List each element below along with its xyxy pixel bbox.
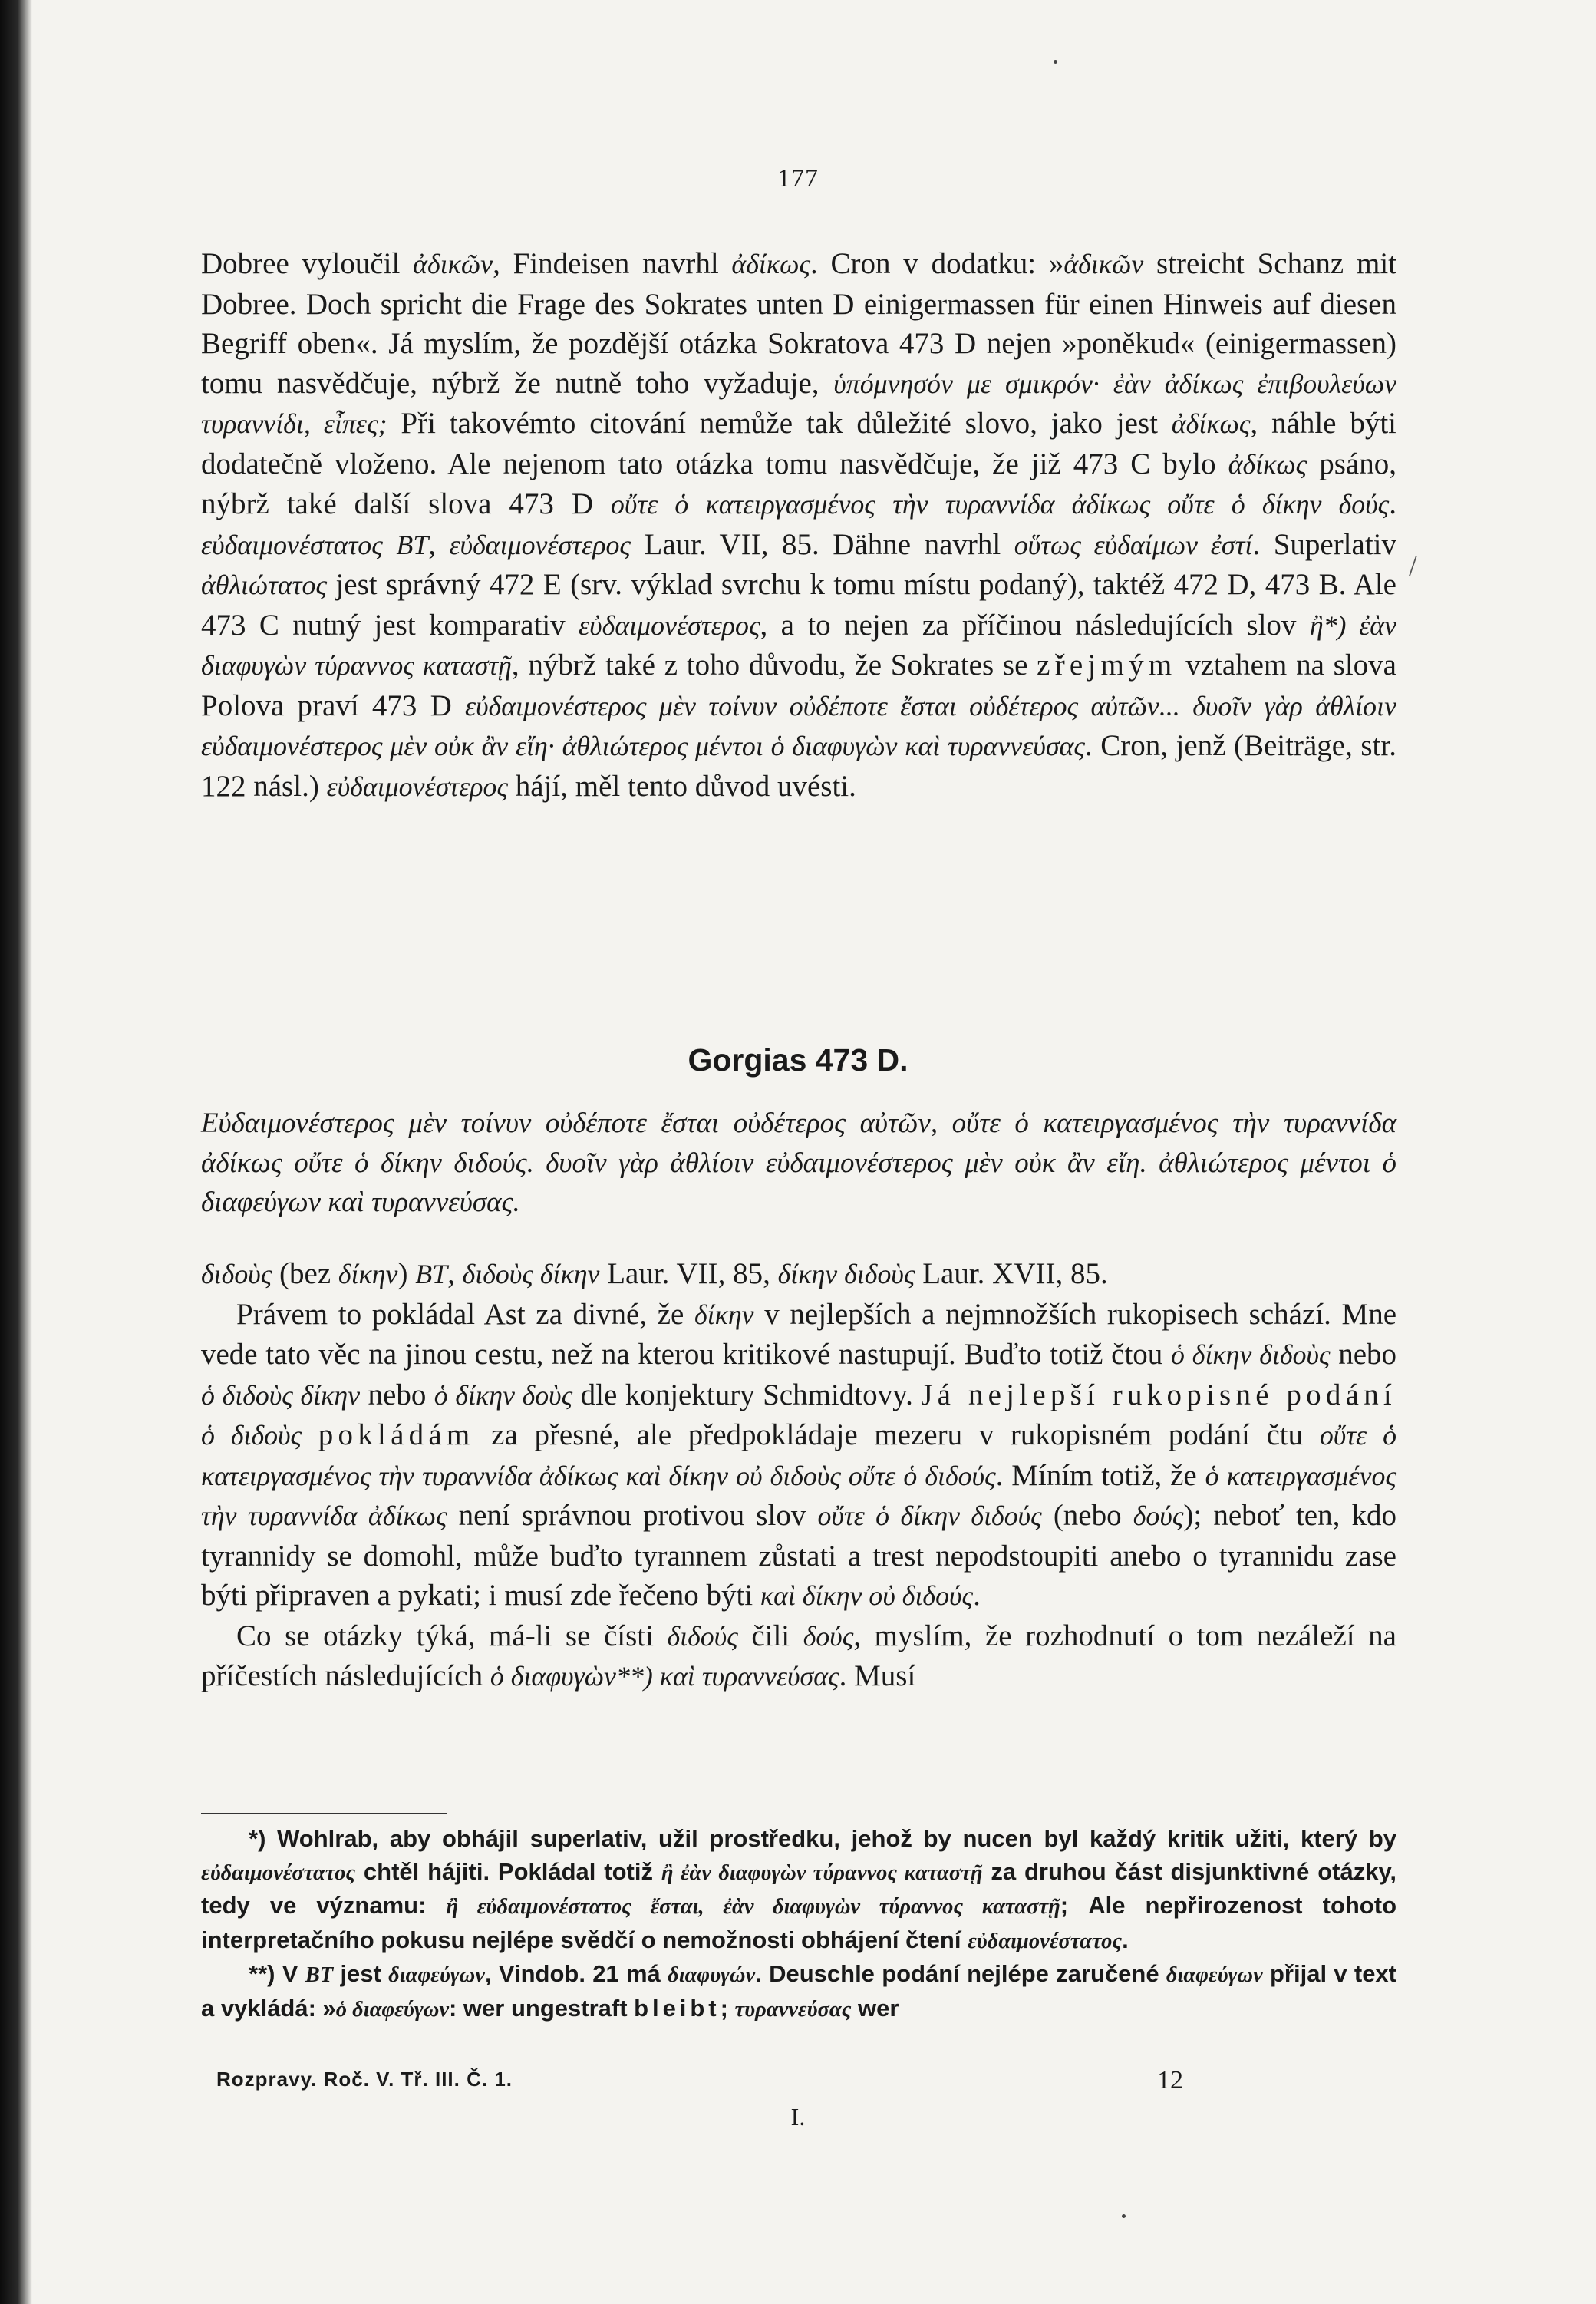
greek-run: δίκην xyxy=(694,1299,754,1330)
text-run: není správnou protivou slov xyxy=(447,1499,818,1532)
greek-run: εὐδαιμονέστατος xyxy=(201,1860,356,1885)
text-run: Laur. VII, 85. Dähne navrhl xyxy=(630,527,1014,561)
paragraph-4-body xyxy=(201,1295,1396,1616)
paper-speck xyxy=(1054,60,1057,64)
greek-run: BT xyxy=(305,1963,334,1987)
text-run: dle konjektury Schmidtovy. xyxy=(572,1378,922,1411)
signature-roman: I. xyxy=(790,2103,806,2131)
text-run: **) V xyxy=(249,1960,305,1987)
paragraph-group xyxy=(201,1254,1396,1697)
text-run: Laur. XVII, 85. xyxy=(915,1257,1108,1290)
text-run: (nebo xyxy=(1041,1499,1133,1532)
text-run: , nýbrž také z toho důvodu, že Sokrates se xyxy=(511,649,1037,682)
text-run: , a to nejen za příčinou následujících slov xyxy=(760,608,1310,642)
text-run: ; Ale nepřirozenost tohoto interpretačního pokusu nejlépe svědčí o nemožnosti obhájení čtení xyxy=(201,1892,1397,1953)
greek-run: διαφεύγων xyxy=(1166,1963,1263,1987)
footnote-rule xyxy=(201,1813,447,1814)
greek-run: ἢ*) ἐὰν διαφυγὼν τύραννος καταστῇ xyxy=(201,609,1396,681)
greek-run: εὐδαιμονέστερος xyxy=(449,529,631,560)
text-run: wer xyxy=(851,1994,899,2022)
text-run: jest xyxy=(333,1960,389,1987)
greek-run: ἀδίκως xyxy=(1171,408,1251,439)
text-run: , xyxy=(428,527,450,561)
paper-speck xyxy=(1122,2214,1126,2218)
greek-run: οὕτως εὐδαίμων ἐστί xyxy=(1014,529,1253,560)
text-run: psáno, nýbrž také další slova 473 D xyxy=(201,447,1396,520)
greek-run: ἢ εὐδαιμονέστατος ἔσται, ἐὰν διαφυγὼν τύραννος καταστῇ xyxy=(446,1895,1060,1919)
greek-run: διδοὺς δίκην xyxy=(462,1259,600,1289)
footnotes xyxy=(201,1823,1396,2026)
page-edge-shadow xyxy=(0,0,32,2304)
spaced-emphasis: zřejmým xyxy=(1037,649,1177,682)
greek-run: δούς xyxy=(1133,1500,1184,1531)
text-run: Právem to pokládal Ast za divné, že xyxy=(236,1297,694,1331)
signature-number: 12 xyxy=(1157,2066,1183,2094)
greek-run: ὁ διαφυγὼν**) καὶ τυραννεύσας xyxy=(490,1661,839,1692)
text-run: v nejlepších a nejmnožších rukopisech schází. Mne vede tato věc na jinou cestu, než na kterou kritikové nastupují. Buďto totiž čtou xyxy=(201,1297,1397,1371)
text-run: . Deuschle podání nejlépe zaručené xyxy=(755,1960,1166,1987)
text-run: , náhle býti dodatečně vloženo. Ale nejenom tato otázka tomu nasvědčuje, že již 473 C bylo xyxy=(201,407,1396,480)
text-run: Laur. VII, 85, xyxy=(599,1257,778,1290)
greek-run: ἢ ἐὰν διαφυγὼν τύραννος καταστῇ xyxy=(661,1860,983,1885)
greek-run: διδοὺς xyxy=(201,1259,272,1289)
text-run: *) Wohlrab, aby obhájil superlativ, užil prostředku, jehož by nucen byl každý kritik užiti, který by xyxy=(249,1825,1396,1852)
text-run: hájí, měl tento důvod uvésti. xyxy=(508,769,856,803)
greek-run: δίκην xyxy=(338,1259,398,1289)
greek-run: δίκην διδοὺς xyxy=(777,1259,915,1289)
greek-run: ἀδικῶν xyxy=(413,249,493,279)
spaced-emphasis: pokládám xyxy=(318,1418,475,1451)
greek-run: εὐδαιμονέστατος xyxy=(968,1929,1123,1953)
greek-run: εὐδαιμονέστερος μὲν τοίνυν οὐδέποτε ἔσται οὐδέτερος αὐτῶν... δυοῖν γὰρ ἀθλίοιν εὐδαιμονέστερος μὲν οὐκ ἂν εἴη· ἀθλιώτερος μέντοι ὁ διαφυγὼν καὶ τυραννεύσας xyxy=(201,690,1396,761)
greek-run: ὁ δίκην δοὺς xyxy=(434,1379,573,1411)
footnote-2 xyxy=(201,1958,1396,2026)
text-run: Co se otázky týká, má-li se čísti xyxy=(236,1619,668,1652)
text-run: . Superlativ xyxy=(1252,527,1396,561)
text-run xyxy=(302,1418,318,1451)
text-run: Při takovémto citování nemůže tak důležité slovo, jako jest xyxy=(387,407,1172,440)
text-run: (bez xyxy=(272,1257,338,1290)
text-run: nebo xyxy=(360,1378,434,1411)
greek-run: εὐδαιμονέστατος xyxy=(201,529,383,560)
greek-quote xyxy=(201,1104,1396,1223)
text-run: nebo xyxy=(1330,1338,1397,1371)
greek-run: διδούς xyxy=(667,1620,738,1652)
paragraph-5-body xyxy=(201,1616,1396,1697)
greek-run: καὶ δίκην οὐ διδούς xyxy=(760,1580,974,1611)
text-run: . xyxy=(973,1579,981,1612)
text-run: . xyxy=(1389,487,1396,520)
greek-quote-body: Εὐδαιμονέστερος μὲν τοίνυν οὐδέποτε ἔσται οὐδέτερος αὐτῶν, οὔτε ὁ κατειργασμένος τὴν τυραννίδα ἀδίκως οὔτε ὁ δίκην διδούς. δυοῖν γὰρ ἀθλίοιν εὐδαιμονέστερος μὲν οὐκ ἂν εἴη. ἀθλιώτερος μέντοι ὁ διαφεύγων καὶ τυραννεύσας. xyxy=(201,1107,1396,1218)
greek-run: οὔτε ὁ κατειργασμένος τὴν τυραννίδα ἀδίκως καὶ δίκην οὐ διδοὺς οὔτε ὁ διδούς xyxy=(201,1420,1397,1491)
margin-mark: / xyxy=(1409,550,1417,583)
section-heading: Gorgias 473 D. xyxy=(688,1042,908,1078)
greek-run: οὔτε ὁ δίκην διδούς xyxy=(817,1500,1042,1531)
text-run: . Míním totiž, že xyxy=(995,1458,1205,1492)
text-run: , Findeisen navrhl xyxy=(493,247,732,280)
paragraph-1-body xyxy=(201,244,1396,807)
text-run: streicht Schanz mit Dobree. Doch spricht die Frage des Sokrates unten D einigermassen für einen Hinweis auf diesen Begriff oben«. Já myslím, že pozdější otázka Sokratova 473 D nejen »poněkud« (einigermassen) tomu nasvědčuje, nýbrž že nutně toho vyžaduje, xyxy=(201,247,1396,400)
text-run: za druhou část disjunktivné otázky, tedy ve významu: xyxy=(201,1857,1396,1919)
spaced-emphasis: Já nejlepší rukopisné podání xyxy=(921,1378,1397,1411)
greek-run: διαφεύγων xyxy=(388,1963,485,1987)
spaced-emphasis: bleibt xyxy=(634,1994,721,2022)
greek-run: ὑπόμνησόν με σμικρόν· ἐὰν ἀδίκως ἐπιβουλεύων τυραννίδι, εἶπες; xyxy=(201,368,1396,439)
imprint-line: Rozpravy. Roč. V. Tř. III. Č. 1. xyxy=(216,2068,513,2091)
footnote-1 xyxy=(201,1823,1396,1958)
greek-run: ὁ δίκην διδοὺς xyxy=(1170,1339,1331,1370)
text-run: jest správný 472 E (srv. výklad svrchu k tomu místu podaný), taktéž 472 D, 473 B. Ale 473 C nutný jest komparativ xyxy=(201,568,1396,642)
text-run: Dobree vyloučil xyxy=(201,247,414,280)
greek-run: ἀδίκως xyxy=(731,249,811,279)
page-number: 177 xyxy=(777,164,819,193)
text-run: čili xyxy=(737,1619,803,1652)
greek-run: BT xyxy=(415,1259,448,1289)
text-run: , myslím, že rozhodnutí o tom nezáleží na příčestích následujících xyxy=(201,1619,1396,1692)
text-run: , Vindob. 21 má xyxy=(484,1960,668,1987)
text-run: ) xyxy=(397,1257,416,1290)
text-run xyxy=(383,528,397,561)
text-run: za přesné, ale předpokládaje mezeru v rukopisném podání čtu xyxy=(474,1418,1320,1451)
greek-run: ὁ διαφεύγων xyxy=(335,1997,449,2022)
greek-run: εὐδαιμονέστερος xyxy=(579,609,760,641)
greek-run: ἀδίκως xyxy=(1228,448,1307,480)
greek-run: ὁ διδοὺς xyxy=(201,1420,302,1451)
greek-run: ὁ κατειργασμένος τὴν τυραννίδα ἀδίκως xyxy=(201,1460,1396,1531)
greek-run: ἀδικῶν xyxy=(1063,249,1144,279)
greek-run: δούς xyxy=(803,1620,854,1652)
greek-run: BT xyxy=(396,529,429,560)
greek-run: τυραννεύσας xyxy=(734,1997,852,2022)
text-run: . Cron v dodatku: » xyxy=(810,247,1064,280)
text-run: chtěl hájiti. Pokládal totiž xyxy=(355,1857,661,1885)
text-run: přijal v text a vykládá: » xyxy=(201,1960,1396,2022)
greek-run: εὐδαιμονέστερος xyxy=(326,771,509,802)
text-run: , xyxy=(447,1257,463,1290)
greek-run: ὁ διδοὺς δίκην xyxy=(201,1379,361,1411)
greek-run: διαφυγών xyxy=(668,1963,756,1987)
text-run: ; xyxy=(720,1994,735,2022)
text-run: : wer ungestraft xyxy=(448,1994,635,2022)
paragraph-3-body xyxy=(201,1254,1396,1295)
text-run: . xyxy=(1122,1926,1129,1953)
text-run: . Cron, jenž (Beiträge, str. 122 násl.) xyxy=(201,729,1396,803)
paragraph-1 xyxy=(201,244,1396,807)
text-run: ); neboť ten, kdo tyrannidy se domohl, může buďto tyrannem zůstati a trest nepodstoupiti anebo o tyrannidu zase býti připraven a pykati; i musí zde řečeno býti xyxy=(201,1499,1396,1612)
text-run: vztahem na slova Polova praví 473 D xyxy=(201,649,1396,722)
greek-run: ἀθλιώτατος xyxy=(201,569,327,600)
greek-run: οὔτε ὁ κατειργασμένος τὴν τυραννίδα ἀδίκως οὔτε ὁ δίκην δούς xyxy=(610,489,1390,520)
text-run: . Musí xyxy=(839,1659,916,1692)
